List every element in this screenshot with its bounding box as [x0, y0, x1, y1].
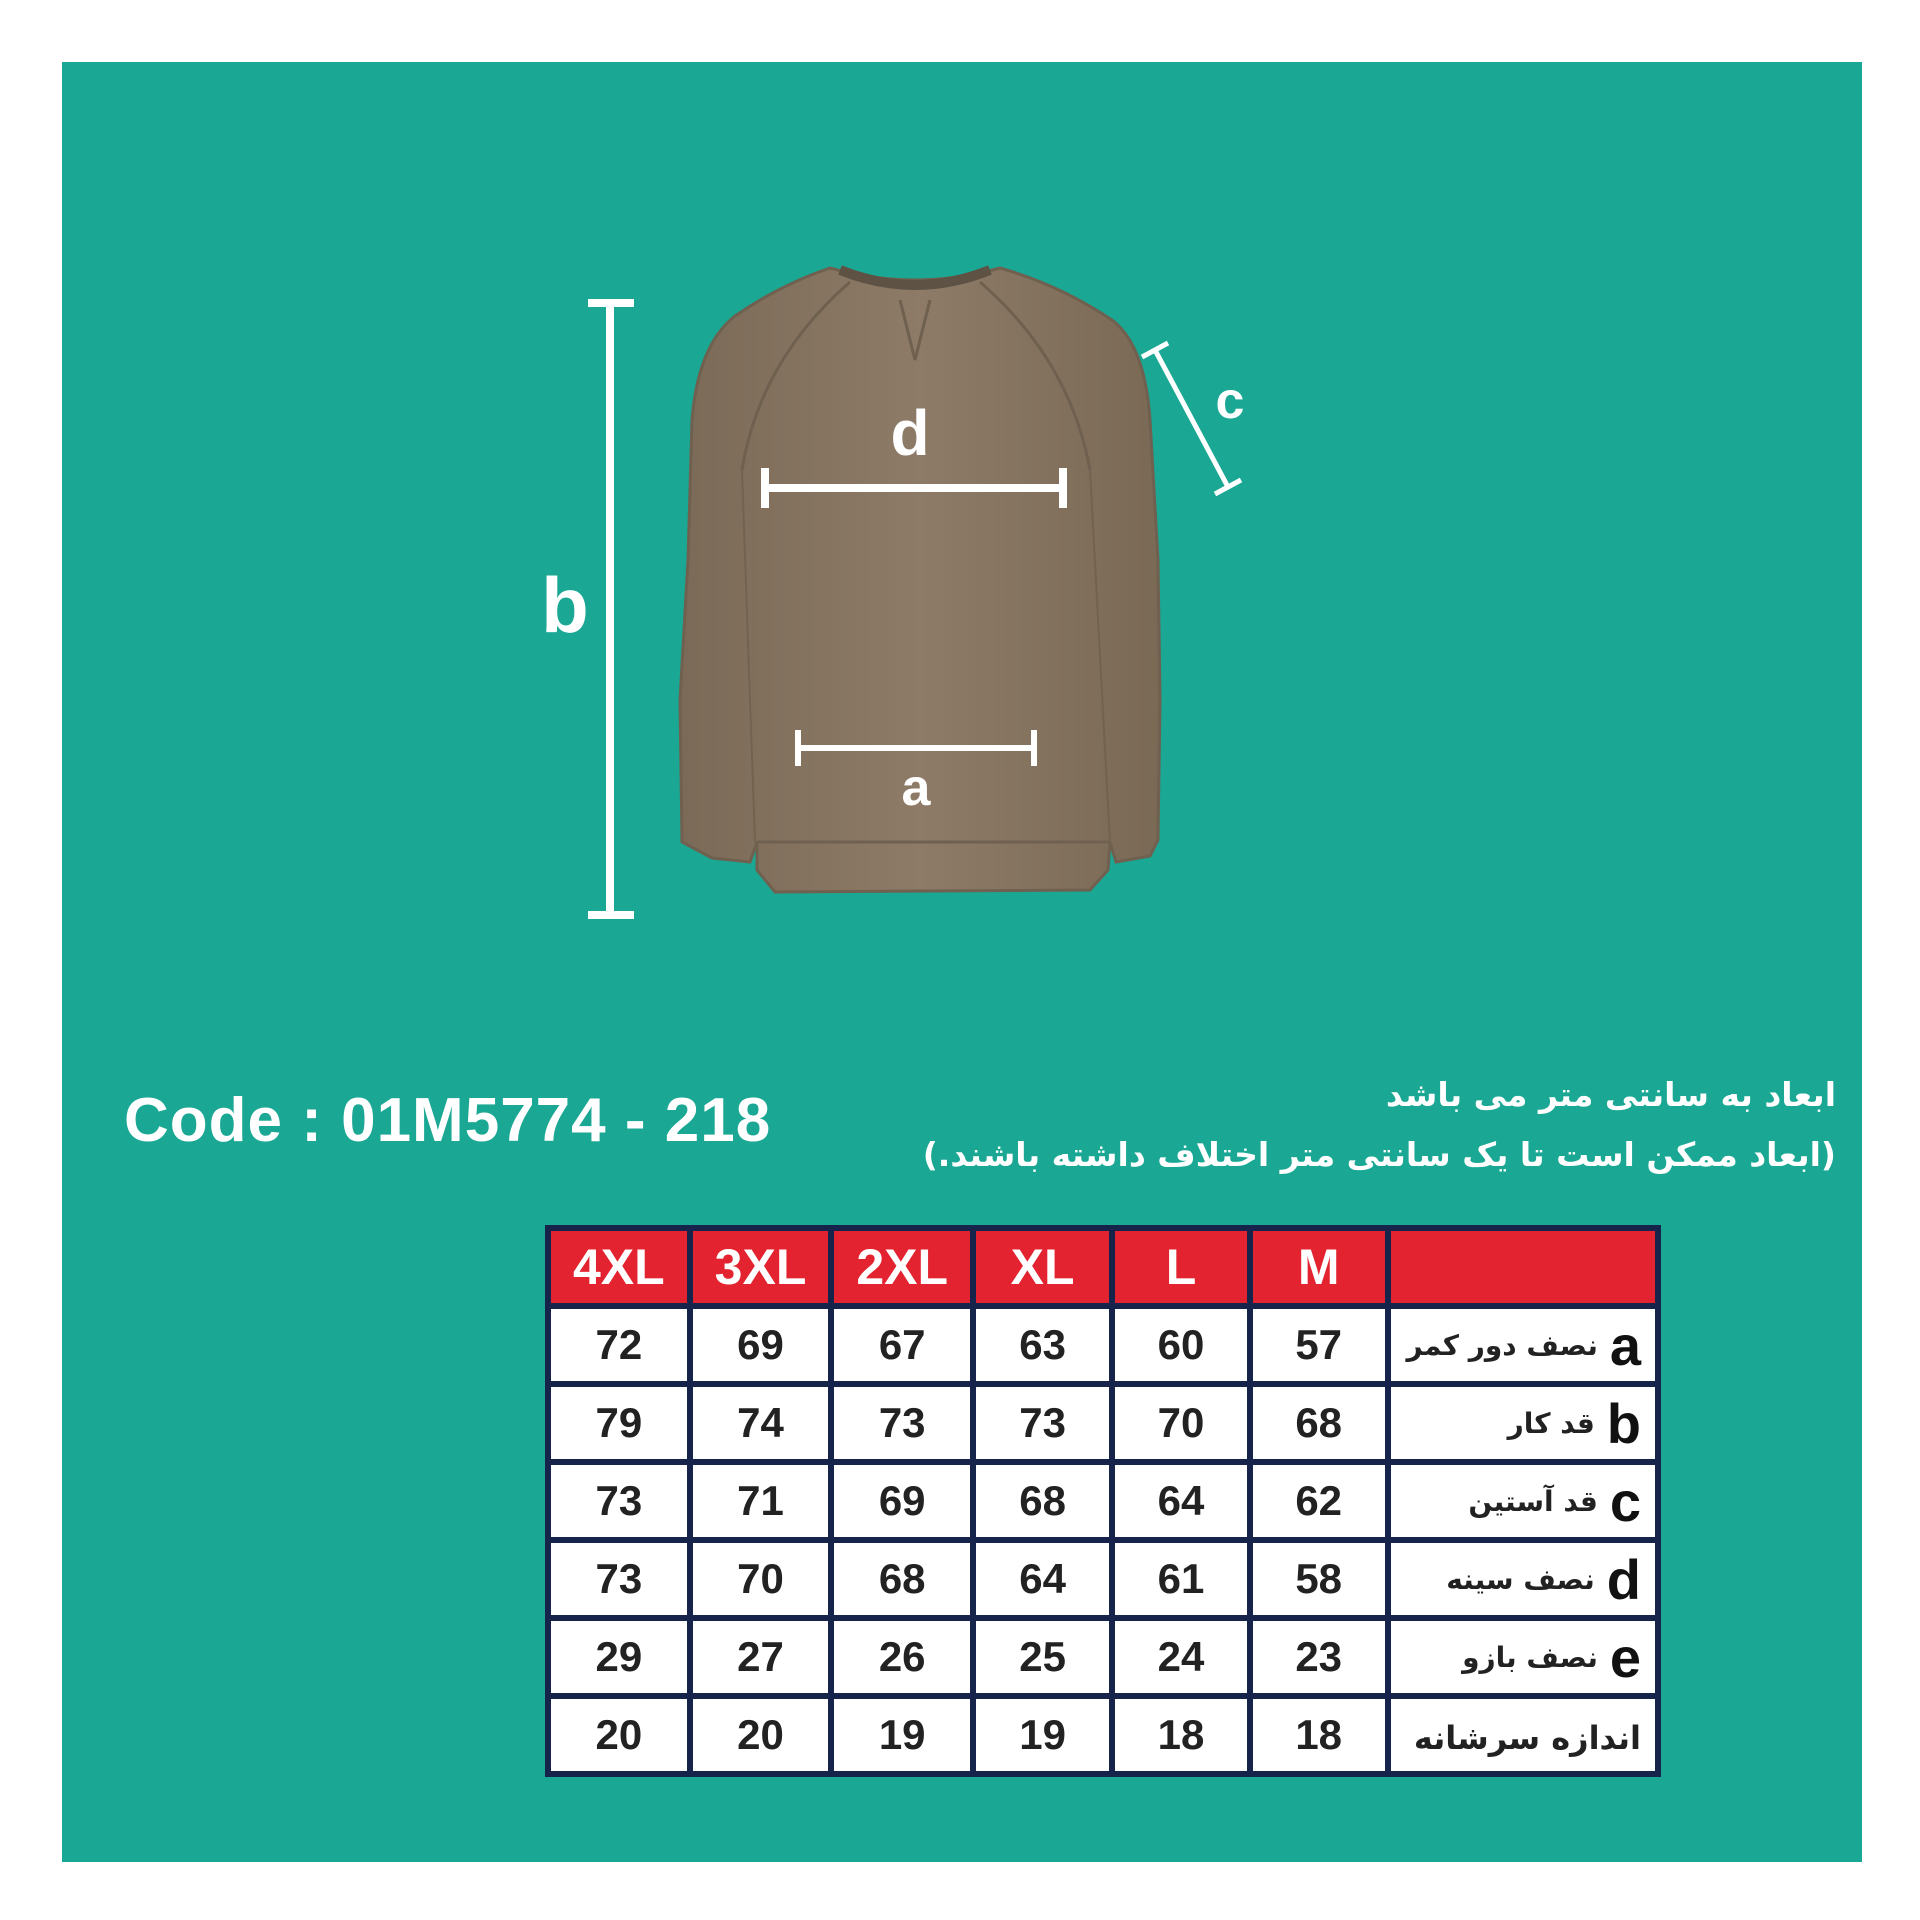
size-header-l: L: [1112, 1228, 1250, 1306]
size-header-3xl: 3XL: [690, 1228, 832, 1306]
table-cell: 64: [1112, 1462, 1250, 1540]
table-cell: 18: [1250, 1696, 1388, 1774]
table-cell: 23: [1250, 1618, 1388, 1696]
size-header-row: [548, 1228, 1658, 1306]
table-cell: 58: [1250, 1540, 1388, 1618]
table-cell: 62: [1250, 1462, 1388, 1540]
row-label: [1388, 1696, 1658, 1774]
row-label-letter: a: [1609, 1313, 1641, 1377]
row-label-letter: d: [1606, 1547, 1641, 1611]
size-header-2xl: 2XL: [831, 1228, 973, 1306]
table-cell: 73: [548, 1462, 690, 1540]
table-cell: 67: [831, 1306, 973, 1384]
table-row: [548, 1696, 1658, 1774]
size-header-m: M: [1250, 1228, 1388, 1306]
label-a: a: [901, 759, 931, 817]
table-row: [548, 1384, 1658, 1462]
label-d: d: [890, 397, 930, 469]
size-table: [545, 1225, 1661, 1777]
units-note: ابعاد به سانتی متر می باشد: [1385, 1075, 1836, 1114]
row-label: [1388, 1306, 1658, 1384]
size-header-xl: XL: [973, 1228, 1112, 1306]
label-b: b: [541, 561, 589, 649]
row-label-text: اندازه سرشانه: [1413, 1719, 1641, 1757]
row-label-letter: b: [1606, 1391, 1641, 1455]
measure-line-b: [588, 303, 634, 915]
table-cell: 68: [1250, 1384, 1388, 1462]
table-cell: 64: [973, 1540, 1112, 1618]
table-cell: 73: [548, 1540, 690, 1618]
label-c: c: [1215, 372, 1245, 430]
table-row: [548, 1618, 1658, 1696]
table-cell: 20: [548, 1696, 690, 1774]
table-cell: 27: [690, 1618, 832, 1696]
table-cell: 69: [831, 1462, 973, 1540]
table-cell: 29: [548, 1618, 690, 1696]
row-label: [1388, 1618, 1658, 1696]
table-cell: 63: [973, 1306, 1112, 1384]
table-cell: 68: [831, 1540, 973, 1618]
table-cell: 60: [1112, 1306, 1250, 1384]
row-label-letter: c: [1609, 1469, 1641, 1533]
table-cell: 25: [973, 1618, 1112, 1696]
table-cell: 57: [1250, 1306, 1388, 1384]
table-cell: 73: [831, 1384, 973, 1462]
table-cell: 74: [690, 1384, 832, 1462]
table-cell: 79: [548, 1384, 690, 1462]
row-label-text: نصف سینه: [1446, 1562, 1595, 1596]
table-cell: 72: [548, 1306, 690, 1384]
table-row: [548, 1540, 1658, 1618]
tolerance-note: (ابعاد ممکن است تا یک سانتی متر اختلاف داشته باشند.): [922, 1135, 1836, 1174]
size-header-4xl: 4XL: [548, 1228, 690, 1306]
row-label-text: نصف دور کمر: [1406, 1328, 1598, 1362]
row-label: [1388, 1384, 1658, 1462]
table-row: [548, 1462, 1658, 1540]
table-cell: 26: [831, 1618, 973, 1696]
table-cell: 18: [1112, 1696, 1250, 1774]
size-header-blank: [1388, 1228, 1658, 1306]
table-cell: 69: [690, 1306, 832, 1384]
table-cell: 20: [690, 1696, 832, 1774]
table-cell: 61: [1112, 1540, 1250, 1618]
row-label-letter: e: [1609, 1625, 1641, 1689]
table-cell: 24: [1112, 1618, 1250, 1696]
table-cell: 70: [690, 1540, 832, 1618]
table-row: [548, 1306, 1658, 1384]
row-label-text: نصف بازو: [1462, 1640, 1598, 1674]
table-cell: 19: [973, 1696, 1112, 1774]
row-label-text: قد کار: [1507, 1406, 1595, 1440]
product-code: Code : 01M5774 - 218: [124, 1086, 772, 1155]
row-label: [1388, 1462, 1658, 1540]
row-label-text: قد آستین: [1468, 1484, 1598, 1518]
table-cell: 70: [1112, 1384, 1250, 1462]
table-cell: 71: [690, 1462, 832, 1540]
table-cell: 73: [973, 1384, 1112, 1462]
row-label: [1388, 1540, 1658, 1618]
table-cell: 19: [831, 1696, 973, 1774]
table-cell: 68: [973, 1462, 1112, 1540]
